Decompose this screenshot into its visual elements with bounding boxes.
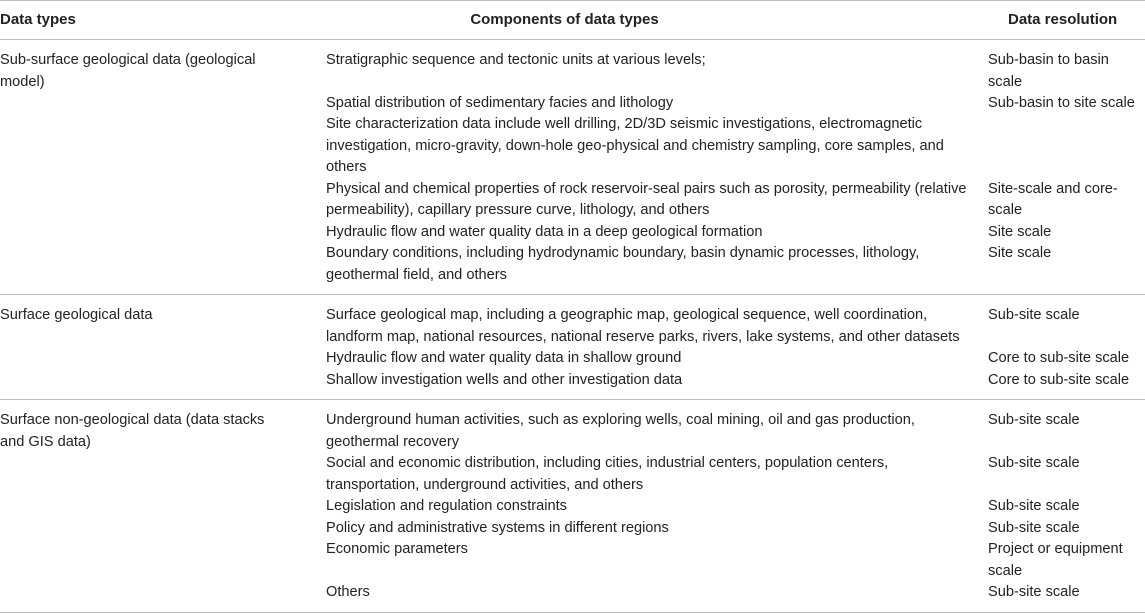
table-row bbox=[0, 222, 1145, 244]
resolution-cell: Sub-site scale bbox=[988, 584, 1080, 600]
header-components: Components of data types bbox=[470, 11, 659, 28]
component-cell: Hydraulic flow and water quality data in a deep geological formation bbox=[326, 223, 763, 240]
resolution-cell: Sub-basin to site scale bbox=[988, 94, 1135, 111]
resolution-cell: Sub-site scale bbox=[988, 455, 1080, 471]
component-cell: Boundary conditions, including hydrodynamic boundary, basin dynamic processes, lithology, geothermal field, and others bbox=[326, 245, 920, 283]
table-row bbox=[0, 50, 1145, 90]
table-row bbox=[0, 348, 1145, 370]
table-group-surface-non-geological bbox=[0, 400, 1145, 613]
table-row bbox=[0, 539, 1145, 582]
header-components-cell bbox=[0, 9, 1145, 31]
resolution-cell: Project or equipment scale bbox=[988, 541, 1123, 579]
component-cell: Hydraulic flow and water quality data in shallow ground bbox=[326, 350, 682, 366]
table-row bbox=[0, 305, 1145, 348]
component-cell: Site characterization data include well drilling, 2D/3D seismic investigations, electromagnetic investigation, micro-gravity, down-hole geo-physical and chemistry sampling, core samples, and others bbox=[326, 116, 944, 175]
component-cell: Others bbox=[326, 584, 370, 600]
table-header bbox=[0, 1, 1145, 40]
table-row bbox=[0, 453, 1145, 496]
group-type-label: Surface non-geological data (data stacks and GIS data) bbox=[0, 412, 265, 450]
group-type-label: Sub-surface geological data (geological model) bbox=[0, 52, 256, 90]
resolution-cell: Site-scale and core-scale bbox=[988, 180, 1118, 218]
table-row bbox=[0, 410, 1145, 453]
component-cell: Underground human activities, such as exploring wells, coal mining, oil and gas production, geothermal recovery bbox=[326, 412, 915, 450]
table-row bbox=[0, 370, 1145, 392]
resolution-cell: Core to sub-site scale bbox=[988, 350, 1130, 366]
resolution-cell: Sub-site scale bbox=[988, 412, 1080, 428]
component-cell: Legislation and regulation constraints bbox=[326, 498, 567, 514]
component-cell: Social and economic distribution, including cities, industrial centers, population centers, transportation, underground activities, and others bbox=[326, 455, 889, 493]
table-group-surface-geological bbox=[0, 295, 1145, 400]
table-row bbox=[0, 179, 1145, 222]
group-type-label: Surface geological data bbox=[0, 307, 153, 323]
header-data-resolution: Data resolution bbox=[1008, 11, 1118, 28]
header-data-types: Data types bbox=[0, 11, 76, 28]
table-row bbox=[0, 496, 1145, 518]
table-group-subsurface bbox=[0, 40, 1145, 295]
resolution-cell: Site scale bbox=[988, 245, 1052, 261]
resolution-cell: Sub-site scale bbox=[988, 498, 1080, 514]
resolution-cell: Sub-site scale bbox=[988, 307, 1080, 323]
resolution-cell: Site scale bbox=[988, 223, 1052, 240]
table-row bbox=[0, 518, 1145, 540]
component-cell: Economic parameters bbox=[326, 541, 468, 557]
component-cell: Spatial distribution of sedimentary facies and lithology bbox=[326, 94, 674, 111]
component-cell: Physical and chemical properties of rock reservoir-seal pairs such as porosity, permeability (relative permeability), capillary pressure curve, lithology, and others bbox=[326, 180, 967, 218]
table-row bbox=[0, 243, 1145, 286]
table-row bbox=[0, 93, 1145, 115]
component-cell: Surface geological map, including a geographic map, geological sequence, well coordination, landform map, national resources, national reserve parks, rivers, lake systems, and other datasets bbox=[326, 307, 960, 345]
table-row bbox=[0, 582, 1145, 604]
table-row bbox=[0, 114, 1145, 179]
resolution-cell: Core to sub-site scale bbox=[988, 371, 1130, 388]
resolution-cell: Sub-basin to basin scale bbox=[988, 52, 1109, 90]
component-cell: Shallow investigation wells and other investigation data bbox=[326, 371, 683, 388]
component-cell: Policy and administrative systems in different regions bbox=[326, 519, 669, 536]
component-cell: Stratigraphic sequence and tectonic units at various levels; bbox=[326, 52, 706, 68]
resolution-cell: Sub-site scale bbox=[988, 519, 1080, 536]
